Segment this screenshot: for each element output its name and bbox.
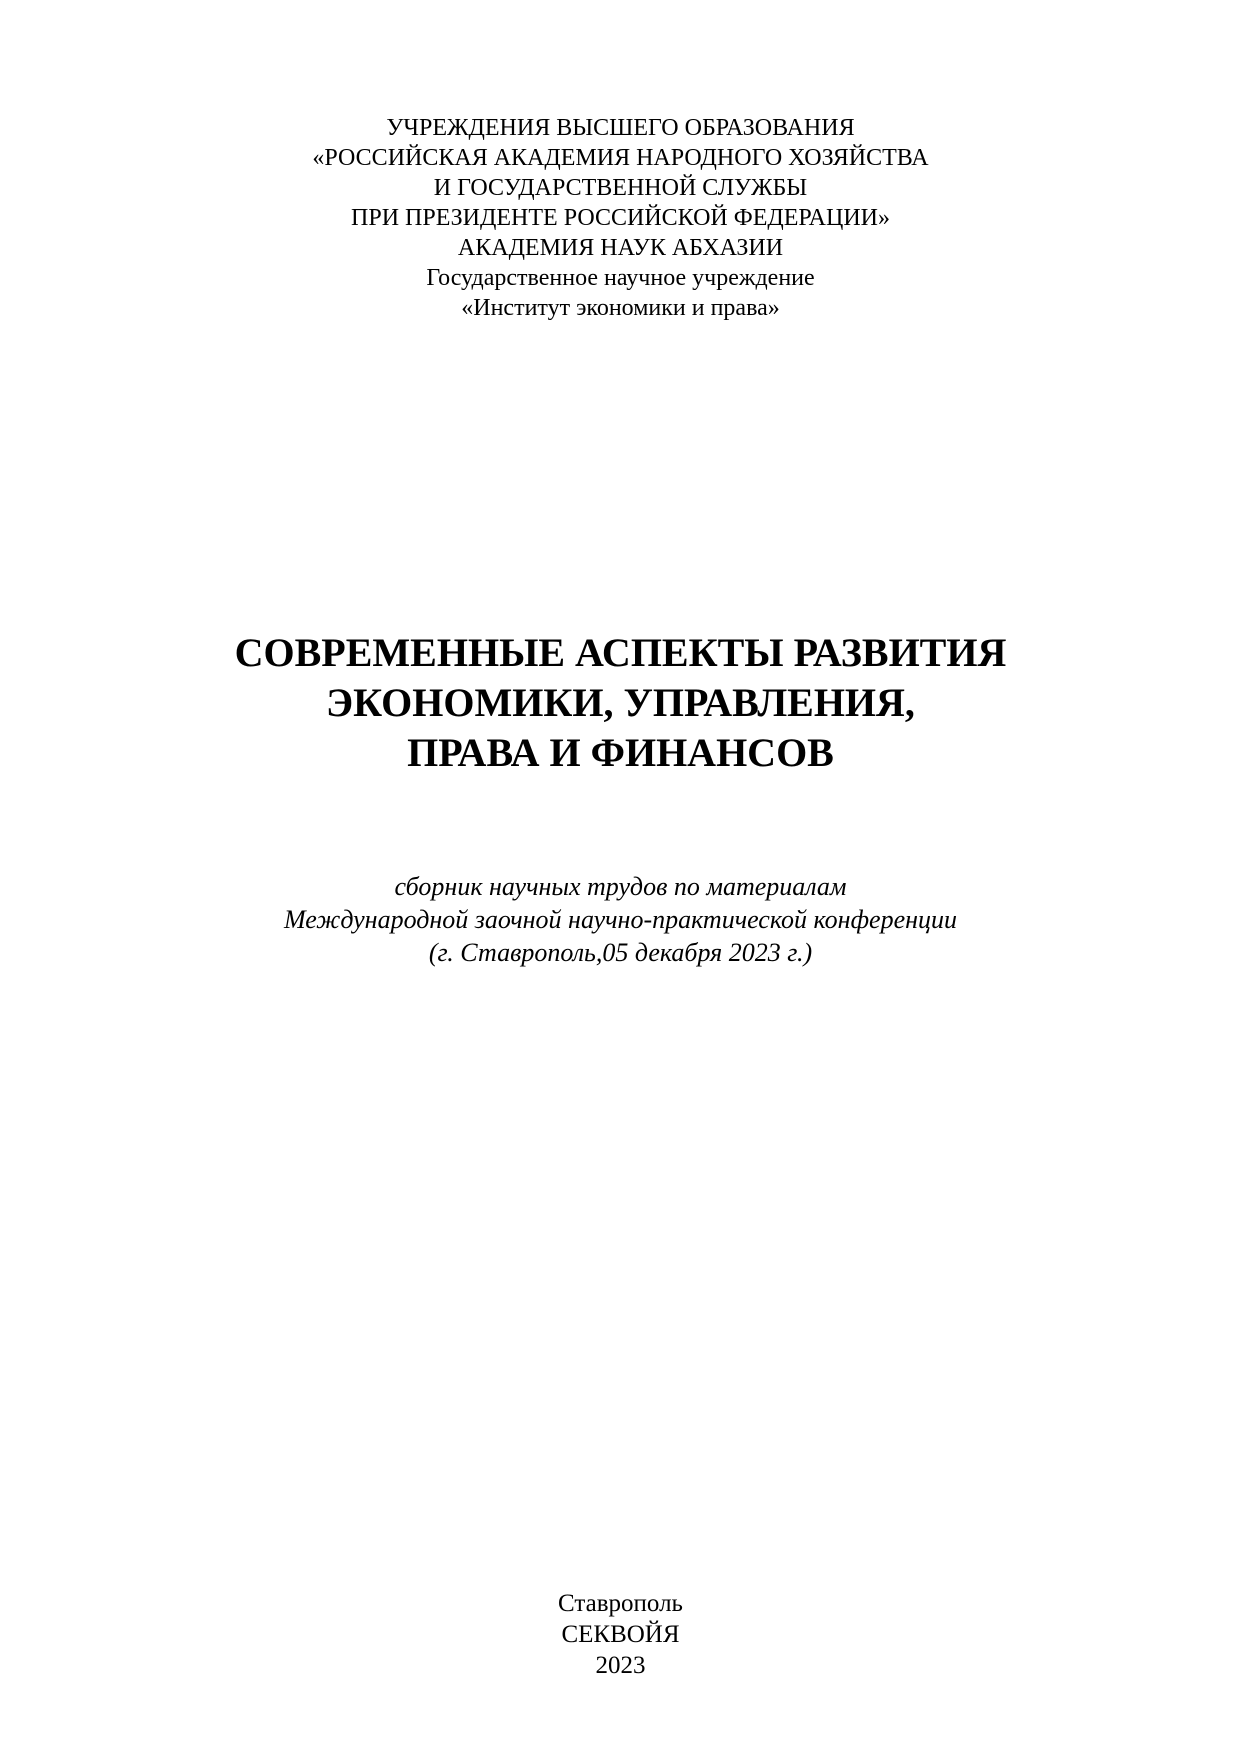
title-line: ЭКОНОМИКИ, УПРАВЛЕНИЯ, [326,680,915,725]
subtitle-line: Международной заочной научно-практической конференции [283,905,958,934]
title-line: СОВРЕМЕННЫЕ АСПЕКТЫ РАЗВИТИЯ [234,630,1007,675]
imprint-year: 2023 [595,1652,646,1679]
institution-header [0,113,1241,323]
header-line: «Институт экономики и права» [461,295,780,321]
header-line: «РОССИЙСКАЯ АКАДЕМИЯ НАРОДНОГО ХОЗЯЙСТВА [312,145,929,171]
imprint-footer [0,1588,1241,1681]
imprint-city: Ставрополь [558,1590,683,1617]
header-line: УЧРЕЖДЕНИЯ ВЫСШЕГО ОБРАЗОВАНИЯ [386,115,855,141]
header-line: И ГОСУДАРСТВЕННОЙ СЛУЖБЫ [433,175,808,201]
imprint-publisher: СЕКВОЙЯ [561,1621,680,1648]
title-line: ПРАВА И ФИНАНСОВ [407,730,834,775]
subtitle-line: (г. Ставрополь,05 декабря 2023 г.) [428,938,813,967]
header-line: АКАДЕМИЯ НАУК АБХАЗИИ [457,235,784,261]
document-title [0,628,1241,778]
header-line: Государственное научное учреждение [426,265,815,291]
document-subtitle [0,870,1241,969]
header-line: ПРИ ПРЕЗИДЕНТЕ РОССИЙСКОЙ ФЕДЕРАЦИИ» [351,205,890,231]
subtitle-line: сборник научных трудов по материалам [394,872,847,901]
